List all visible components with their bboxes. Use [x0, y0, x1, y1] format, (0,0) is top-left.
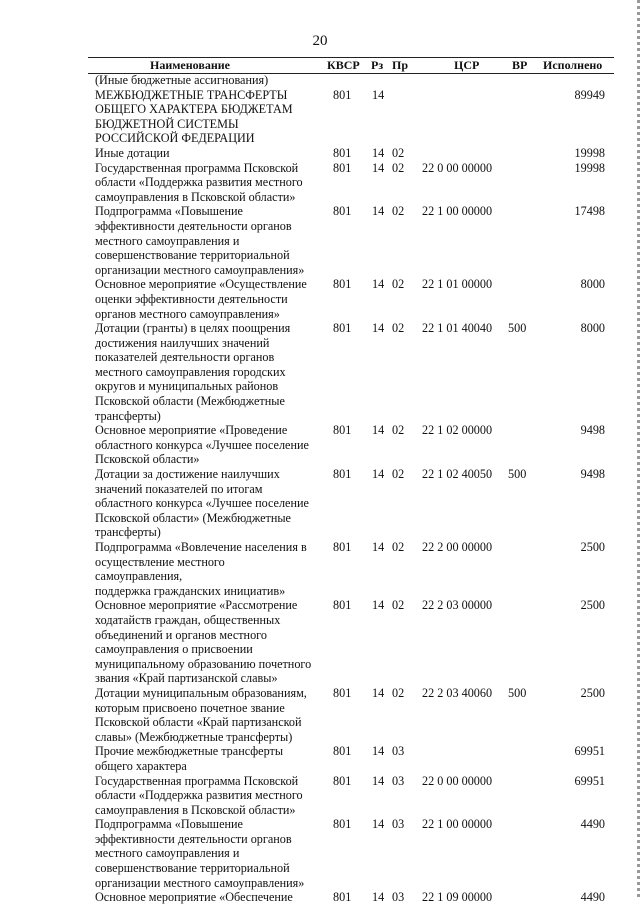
cell-csr: 22 1 00 00000 [422, 817, 493, 832]
table-row [95, 540, 615, 598]
cell-kvsr: 801 [333, 685, 352, 700]
header-isp: Исполнено [543, 58, 603, 72]
cell-rz: 14 [372, 467, 385, 482]
cell-csr: 22 0 00 00000 [422, 773, 493, 788]
cell-rz: 14 [372, 277, 385, 292]
table-row [95, 423, 615, 467]
table-row [95, 146, 615, 161]
cell-rz: 14 [372, 890, 385, 905]
cell-name: Подпрограмма «Повышение эффективности деятельности органов местного самоуправления и совершенствование территориальной организации местного самоуправления» [95, 204, 305, 277]
table-body [95, 73, 615, 905]
table-row [95, 321, 615, 423]
cell-rz: 14 [372, 321, 385, 336]
cell-kvsr: 801 [333, 145, 352, 160]
cell-pr: 02 [392, 540, 405, 554]
table-row [95, 744, 615, 773]
header-pr: Пр [392, 58, 409, 72]
table-row [95, 686, 615, 744]
cell-kvsr: 801 [333, 321, 352, 336]
cell-pr: 02 [392, 160, 405, 175]
cell-rz: 14 [372, 87, 385, 102]
cell-pr: 03 [392, 773, 405, 788]
cell-name: Основное мероприятие «Проведение областного конкурса «Лучшее поселение Псковской области» [95, 423, 309, 467]
cell-isp: 2500 [580, 685, 605, 700]
cell-kvsr: 801 [333, 87, 352, 102]
table-row [95, 890, 615, 905]
cell-kvsr: 801 [333, 540, 352, 554]
cell-rz: 14 [372, 817, 385, 832]
cell-rz: 14 [372, 685, 385, 700]
cell-name: Государственная программа Псковской области «Поддержка развития местного самоуправления в Псковской области» [95, 160, 303, 204]
cell-pr: 02 [392, 321, 405, 336]
header-rz: Рз [371, 58, 384, 72]
header-vr: ВР [512, 58, 528, 72]
table-row [95, 73, 615, 88]
cell-kvsr: 801 [333, 160, 352, 175]
cell-isp: 17498 [574, 204, 605, 219]
cell-csr: 22 1 01 40040 [422, 321, 493, 336]
cell-name: МЕЖБЮДЖЕТНЫЕ ТРАНСФЕРТЫ ОБЩЕГО ХАРАКТЕРА БЮДЖЕТАМ БЮДЖЕТНОЙ СИСТЕМЫ РОССИЙСКОЙ ФЕДЕРАЦИИ [95, 87, 293, 146]
cell-isp: 19998 [574, 160, 605, 175]
cell-kvsr: 801 [333, 598, 352, 613]
cell-csr: 22 1 02 40050 [422, 467, 493, 482]
cell-name: Основное мероприятие «Обеспечение [95, 890, 293, 905]
cell-kvsr: 801 [333, 277, 352, 292]
header-csr: ЦСР [454, 58, 480, 72]
table-row [95, 161, 615, 205]
cell-isp: 19998 [574, 145, 605, 160]
cell-kvsr: 801 [333, 817, 352, 832]
cell-isp: 8000 [580, 321, 605, 336]
table-row [95, 277, 615, 321]
cell-name: Подпрограмма «Повышение эффективности деятельности органов местного самоуправления и совершенствование территориальной организации местного самоуправления» [95, 817, 305, 890]
cell-name: Прочие межбюджетные трансферты общего характера [95, 744, 284, 773]
cell-kvsr: 801 [333, 890, 352, 905]
cell-pr: 02 [392, 467, 405, 482]
cell-name: Дотации за достижение наилучших значений показателей по итогам областного конкурса «Лучшее поселение Псковской области» (Межбюджетные трансферты) [95, 467, 309, 540]
cell-isp: 9498 [580, 423, 605, 438]
cell-isp: 69951 [574, 744, 605, 759]
cell-name: Основное мероприятие «Рассмотрение ходатайств граждан, общественных объединений и органов местного самоуправления о присвоении муниципальному образованию почетного звания «Край партизанской славы» [95, 598, 312, 686]
page-number: 20 [312, 33, 328, 49]
cell-isp: 2500 [580, 540, 605, 554]
cell-pr: 03 [392, 817, 405, 832]
cell-csr: 22 1 09 00000 [422, 890, 493, 905]
cell-name: Основное мероприятие «Осуществление оценки эффективности деятельности органов местного самоуправления» [95, 277, 307, 321]
cell-name: Иные дотации [95, 145, 170, 160]
cell-pr: 02 [392, 145, 405, 160]
cell-rz: 14 [372, 540, 385, 554]
cell-kvsr: 801 [333, 423, 352, 438]
cell-kvsr: 801 [333, 467, 352, 482]
cell-kvsr: 801 [333, 773, 352, 788]
cell-rz: 14 [372, 160, 385, 175]
cell-rz: 14 [372, 423, 385, 438]
cell-rz: 14 [372, 204, 385, 219]
cell-kvsr: 801 [333, 204, 352, 219]
cell-pr: 02 [392, 685, 405, 700]
cell-pr: 02 [392, 204, 405, 219]
header-name: Наименование [150, 58, 230, 72]
cell-isp: 2500 [580, 598, 605, 613]
cell-csr: 22 2 03 00000 [422, 598, 493, 613]
table-row [95, 88, 615, 146]
table-header [0, 58, 640, 73]
cell-csr: 22 0 00 00000 [422, 160, 493, 175]
cell-isp: 4490 [580, 890, 605, 905]
table-row [95, 774, 615, 818]
cell-vr: 500 [508, 467, 527, 482]
cell-vr: 500 [508, 685, 527, 700]
cell-csr: 22 2 00 00000 [422, 540, 493, 554]
cell-vr: 500 [508, 321, 527, 336]
header-kvsr: КВСР [327, 58, 360, 72]
cell-rz: 14 [372, 773, 385, 788]
cell-isp: 4490 [580, 817, 605, 832]
cell-pr: 03 [392, 744, 405, 759]
cell-isp: 9498 [580, 467, 605, 482]
cell-pr: 02 [392, 423, 405, 438]
cell-kvsr: 801 [333, 744, 352, 759]
table-row [95, 817, 615, 890]
cell-rz: 14 [372, 145, 385, 160]
cell-name: Дотации муниципальным образованиям, которым присвоено почетное звание Псковской области «Край партизанской славы» (Межбюджетные трансферты) [95, 685, 307, 744]
cell-isp: 89949 [574, 87, 605, 102]
table-row [95, 598, 615, 686]
cell-isp: 69951 [574, 773, 605, 788]
cell-csr: 22 1 02 00000 [422, 423, 493, 438]
table-row [95, 204, 615, 277]
cell-csr: 22 1 00 00000 [422, 204, 493, 219]
cell-csr: 22 1 01 00000 [422, 277, 493, 292]
cell-pr: 02 [392, 598, 405, 613]
cell-pr: 02 [392, 277, 405, 292]
cell-rz: 14 [372, 744, 385, 759]
table-row [95, 467, 615, 540]
cell-pr: 03 [392, 890, 405, 905]
cell-name: Подпрограмма «Вовлечение населения в осуществление местного самоуправления, поддержка гражданских инициатив» [95, 540, 307, 598]
cell-rz: 14 [372, 598, 385, 613]
cell-name: Государственная программа Псковской области «Поддержка развития местного самоуправления в Псковской области» [95, 773, 303, 817]
cell-name: (Иные бюджетные ассигнования) [95, 73, 269, 87]
cell-name: Дотации (гранты) в целях поощрения достижения наилучших значений показателей деятельности органов местного самоуправления городских округов и муниципальных районов Псковской области (Межбюджетные трансферты) [95, 321, 291, 423]
cell-csr: 22 2 03 40060 [422, 685, 493, 700]
cell-isp: 8000 [580, 277, 605, 292]
